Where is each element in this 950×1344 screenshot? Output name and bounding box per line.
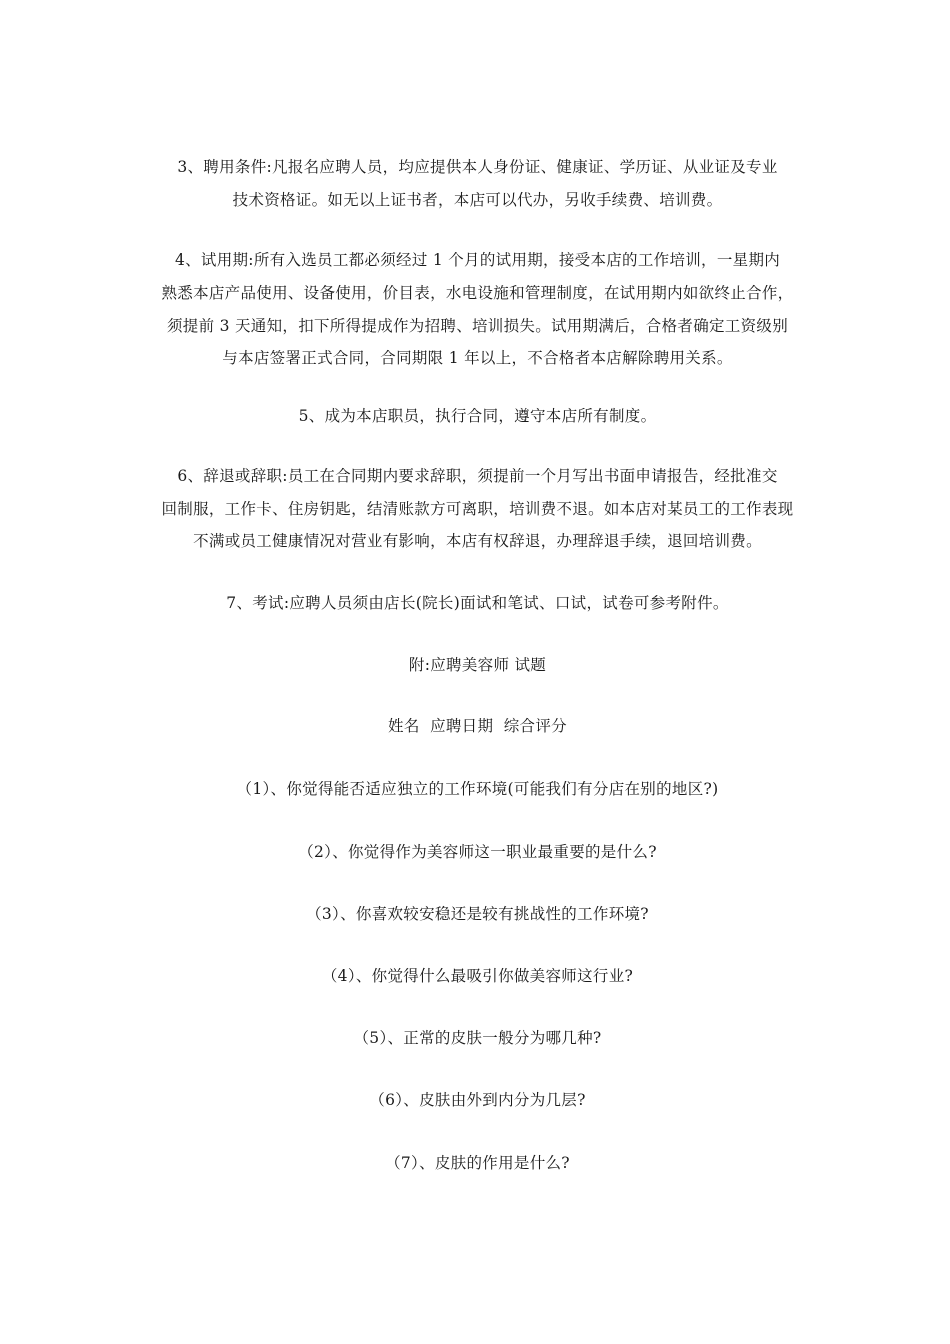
paragraph-4-line-3: 须提前 3 天通知，扣下所得提成作为招聘、培训损失。试用期满后，合格者确定工资级别: [166, 317, 789, 335]
appendix-title: 附:应聘美容师 试题: [408, 656, 547, 674]
question-7: （7）、皮肤的作用是什么?: [385, 1154, 570, 1172]
paragraph-4-line-2: 熟悉本店产品使用、设备使用，价目表，水电设施和管理制度，在试用期内如欲终止合作，: [161, 284, 794, 302]
form-fields: 姓名 应聘日期 综合评分: [388, 717, 567, 735]
question-2: （2）、你觉得作为美容师这一职业最重要的是什么?: [298, 843, 657, 861]
question-1: （1）、你觉得能否适应独立的工作环境(可能我们有分店在别的地区?): [236, 780, 719, 798]
paragraph-4-line-4: 与本店签署正式合同，合同期限 1 年以上，不合格者本店解除聘用关系。: [222, 349, 733, 367]
question-5: （5）、正常的皮肤一般分为哪几种?: [353, 1029, 602, 1047]
paragraph-3-line-2: 技术资格证。如无以上证书者，本店可以代办，另收手续费、培训费。: [232, 191, 723, 209]
question-3: （3）、你喜欢较安稳还是较有挑战性的工作环境?: [306, 905, 649, 923]
paragraph-6-line-2: 回制服，工作卡、住房钥匙，结清账款方可离职，培训费不退。如本店对某员工的工作表现: [161, 500, 794, 518]
paragraph-6-line-3: 不满或员工健康情况对营业有影响，本店有权辞退，办理辞退手续，退回培训费。: [193, 532, 762, 550]
paragraph-6-line-1: 6、辞退或辞职:员工在合同期内要求辞职，须提前一个月写出书面申请报告，经批准交: [177, 467, 778, 485]
question-6: （6）、皮肤由外到内分为几层?: [369, 1091, 586, 1109]
paragraph-4-line-1: 4、试用期:所有入选员工都必须经过 1 个月的试用期，接受本店的工作培训，一星期内: [174, 251, 781, 269]
paragraph-3-line-1: 3、聘用条件:凡报名应聘人员，均应提供本人身份证、健康证、学历证、从业证及专业: [177, 158, 778, 176]
question-4: （4）、你觉得什么最吸引你做美容师这行业?: [321, 967, 634, 985]
paragraph-7-line-1: 7、考试:应聘人员须由店长(院长)面试和笔试、口试，试卷可参考附件。: [226, 594, 729, 612]
paragraph-5-line-1: 5、成为本店职员，执行合同，遵守本店所有制度。: [298, 407, 657, 425]
